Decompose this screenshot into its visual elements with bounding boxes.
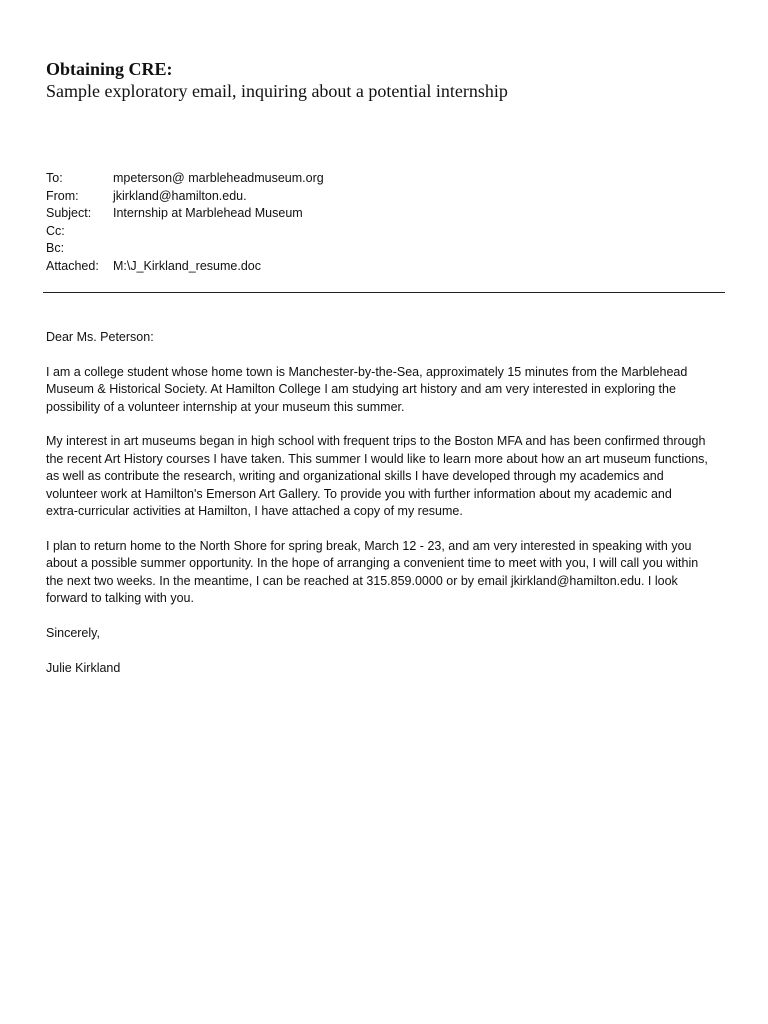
paragraph-line: the next two weeks. In the meantime, I can be reached at 315.859.0000 or by email jkirkland@hamilton.edu. I look (46, 573, 678, 588)
paragraph-line: forward to talking with you. (46, 591, 194, 606)
signature: Julie Kirkland (46, 660, 121, 675)
paragraph-line: possibility of a volunteer internship at your museum this summer. (46, 399, 405, 414)
paragraph-line: volunteer work at Hamilton's Emerson Art Gallery. To provide you with further information about my academic and (46, 486, 672, 501)
email-headers (46, 170, 726, 275)
header-row-bc (46, 240, 726, 258)
header-row-attached (46, 258, 726, 276)
paragraph-line: extra-curricular activities at Hamilton, I have attached a copy of my resume. (46, 504, 463, 519)
from-label: From: (46, 188, 79, 203)
paragraph-line: I am a college student whose home town is Manchester-by-the-Sea, approximately 15 minutes from the Marblehead (46, 364, 688, 379)
salutation: Dear Ms. Peterson: (46, 330, 154, 344)
title-block (46, 58, 726, 102)
header-row-from (46, 188, 726, 206)
page-title: Obtaining CRE: (46, 59, 173, 79)
closing: Sincerely, (46, 625, 100, 640)
letter-body (46, 329, 726, 694)
paragraph-line: as well as contribute the research, writing and organizational skills I have developed through my academics and (46, 469, 664, 484)
page-subtitle: Sample exploratory email, inquiring about a potential internship (46, 81, 508, 101)
paragraph-line: Museum & Historical Society. At Hamilton College I am studying art history and am very interested in exploring the (46, 382, 676, 397)
bc-value (113, 240, 726, 258)
header-row-to (46, 170, 726, 188)
subject-label: Subject: (46, 206, 92, 220)
header-row-subject (46, 205, 726, 223)
paragraph-line: My interest in art museums began in high school with frequent trips to the Boston MFA and has been confirmed through (46, 434, 706, 449)
cc-value (113, 223, 726, 241)
header-divider (43, 292, 725, 293)
attached-value: M:\J_Kirkland_resume.doc (113, 258, 261, 273)
paragraph-line: I plan to return home to the North Shore for spring break, March 12 - 23, and am very interested in speaking with you (46, 538, 692, 553)
cc-label: Cc: (46, 223, 65, 238)
paragraph-1 (46, 364, 726, 416)
paragraph-line: the recent Art History courses I have taken. This summer I would like to learn more about how an art museum functions, (46, 451, 708, 466)
paragraph-line: about a possible summer opportunity. In the hope of arranging a convenient time to meet with you, I will call you within (46, 556, 699, 571)
to-value: mpeterson@ marbleheadmuseum.org (113, 171, 324, 185)
subject-value: Internship at Marblehead Museum (113, 206, 303, 220)
attached-label: Attached: (46, 258, 99, 273)
from-value: jkirkland@hamilton.edu. (113, 188, 247, 203)
bc-label: Bc: (46, 241, 65, 255)
paragraph-2 (46, 433, 726, 520)
to-label: To: (46, 171, 63, 185)
header-row-cc (46, 223, 726, 241)
paragraph-3 (46, 538, 726, 608)
